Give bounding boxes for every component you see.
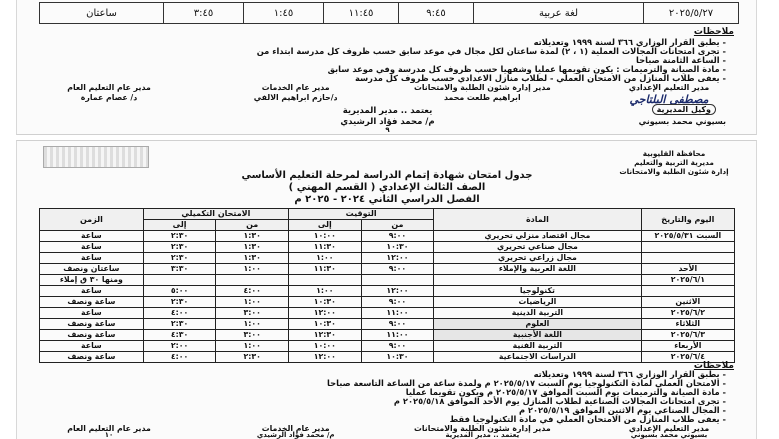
cell-day: الأربعاء xyxy=(641,341,734,352)
note-item: - مادة الصيانة والترميمات يوم السبت الموافق ٢٠٢٥/٥/١٧ م ويكون تقويما عمليا xyxy=(406,388,726,396)
col-duration: الزمن xyxy=(40,209,144,231)
cell-supp-to: ٢:٣٠ xyxy=(143,297,216,308)
supp-from-cell: ١:٤٥ xyxy=(243,3,323,23)
cell-subject: اللغة الأجنبية xyxy=(434,330,641,341)
cell-day: ٢٠٢٥/٦/٢ xyxy=(641,308,734,319)
signature-role: مدير عام التعليم العام xyxy=(67,83,151,92)
note-item: - تجرى امتحانات المجالات العملية (١ ، ٢) لمدة ساعتان لكل مجال في موعد سابق حسب ظروف كل مدرسة ابتداء من xyxy=(257,47,726,55)
cell-duration: ساعة ونصف xyxy=(40,352,144,363)
department-label: إدارة شئون الطلبة والامتحانات xyxy=(619,167,729,176)
table-row xyxy=(40,275,735,286)
cell-supp-from: ١:٠٠ xyxy=(216,341,289,352)
signature-role: مدير التعليم الإعدادي xyxy=(628,83,710,92)
page-number: ٩ xyxy=(385,126,390,134)
cell-to: ١٢:٠٠ xyxy=(288,308,361,319)
approved-line: يعتمد .. مدير المديرية xyxy=(342,106,433,116)
cell-supp-from: ١:٠٠ xyxy=(216,297,289,308)
cell-subject: التربية الفنية xyxy=(434,341,641,352)
cell-duration: ساعة ونصف xyxy=(40,297,144,308)
table-row xyxy=(40,286,735,297)
table-row xyxy=(40,330,735,341)
approved-line: يعتمد .. مدير المديرية xyxy=(445,431,520,439)
cell-supp-to: ٤:٣٠ xyxy=(143,330,216,341)
cell-subject: العلوم xyxy=(434,319,641,330)
directorate-label: مديرية التربية والتعليم xyxy=(634,158,714,167)
cell-to: ١٠:٣٠ xyxy=(288,319,361,330)
signature-role: مدير عام الخدمات xyxy=(261,424,330,433)
cell-subject: تكنولوجيا xyxy=(434,286,641,297)
director-name: م/ محمد فؤاد الرشيدي xyxy=(256,431,335,439)
cell-duration: ساعة xyxy=(40,231,144,242)
cell-duration: ساعة ونصف xyxy=(40,319,144,330)
table-row xyxy=(40,264,735,275)
cell-to: ١:٠٠ xyxy=(288,286,361,297)
cell-supp-to: ٢:٣٠ xyxy=(143,319,216,330)
cell-day xyxy=(641,253,734,264)
exam-from-cell: ٩:٤٥ xyxy=(398,3,473,23)
cell-from: ١١:٠٠ xyxy=(361,308,434,319)
cell-to: ١:٠٠ xyxy=(288,253,361,264)
deputy-name: بسيوني محمد بسيوني xyxy=(638,117,726,126)
table-row xyxy=(40,231,735,242)
signature-role: مدير إدارة شئون الطلبة والامتحانات xyxy=(414,83,551,92)
col-day: اليوم والتاريخ xyxy=(641,209,734,231)
cell-day: الثلاثاء xyxy=(641,319,734,330)
cell-duration: ساعة xyxy=(40,242,144,253)
note-item: - الساعة الثامنة صباحا xyxy=(636,56,726,64)
cell-from: ٩:٠٠ xyxy=(361,341,434,352)
note-item: - الامتحان العملي لمادة التكنولوجيا يوم السبت ٢٠٢٥/٥/١٧ م ولمدة ساعة من الساعة التاسعة صباحا xyxy=(327,379,726,387)
table-row xyxy=(40,242,735,253)
cell-subject: مجال اقتصاد منزلي تحريري xyxy=(434,231,641,242)
signature-roles xyxy=(39,83,739,92)
cell-subject: الدراسات الاجتماعية xyxy=(434,352,641,363)
cell-supp-from: ٤:٠٠ xyxy=(216,286,289,297)
note-item: - يطبق القرار الوزاري ٣٦٦ لسنة ١٩٩٩ وتعديلاته xyxy=(534,38,726,46)
cell-from: ١٢:٠٠ xyxy=(361,286,434,297)
table-row xyxy=(40,308,735,319)
cell-day: ٢٠٢٥/٦/٤ xyxy=(641,352,734,363)
cell-to: ١٢:٠٠ xyxy=(288,352,361,363)
cell-from: ٩:٠٠ xyxy=(361,297,434,308)
exam-subject-cell: لغة عربية xyxy=(473,3,643,23)
cell-supp-to: ٤:٠٠ xyxy=(143,352,216,363)
cell-from: ٩:٠٠ xyxy=(361,319,434,330)
governorate-label: محافظة القليوبية xyxy=(642,149,706,158)
cell-supp-from xyxy=(216,275,289,286)
cell-day: ٢٠٢٥/٦/١ xyxy=(641,275,734,286)
cell-supp-to: ٢:٠٠ xyxy=(143,341,216,352)
cell-supp-from: ١:٣٠ xyxy=(216,231,289,242)
doc-subtitle: الصف الثالث الإعدادي ( القسم المهني ) xyxy=(288,182,486,193)
page-number: ١٠ xyxy=(104,431,114,439)
col-subject: المادة xyxy=(434,209,641,231)
cell-day xyxy=(641,286,734,297)
signature-role: مدير التعليم الإعدادي xyxy=(628,424,710,433)
cell-subject: مجال زراعي تحريري xyxy=(434,253,641,264)
supp-to-cell: ٣:٤٥ xyxy=(163,3,243,23)
cell-day: الأحد xyxy=(641,264,734,275)
exam-schedule-table xyxy=(39,208,735,363)
cell-from: ١١:٠٠ xyxy=(361,330,434,341)
cell-supp-to xyxy=(143,275,216,286)
table-row xyxy=(40,319,735,330)
cell-subject: الرياضيات xyxy=(434,297,641,308)
cell-to: ١٠:٠٠ xyxy=(288,341,361,352)
cell-day: الاثنين xyxy=(641,297,734,308)
col-supp-to: إلى xyxy=(143,220,216,231)
cell-day xyxy=(641,242,734,253)
cell-from: ١٠:٣٠ xyxy=(361,242,434,253)
cell-supp-to: ٢:٣٠ xyxy=(143,231,216,242)
cell-to: ١٠:٠٠ xyxy=(288,231,361,242)
cell-duration: ساعة xyxy=(40,341,144,352)
schedule-body xyxy=(40,231,735,363)
cell-subject: اللغة العربية والإملاء xyxy=(434,264,641,275)
signature-name: مصطفى البلتاجي xyxy=(629,93,709,106)
signature-name: د/ عصام عمارة xyxy=(80,93,138,102)
notes-title: ملاحظات xyxy=(693,361,734,371)
cell-day: السبت ٢٠٢٥/٥/٣١ xyxy=(641,231,734,242)
cell-from: ١٠:٣٠ xyxy=(361,352,434,363)
table-row xyxy=(40,341,735,352)
ministry-logo xyxy=(43,146,149,168)
signature-role: مدير عام الخدمات xyxy=(261,83,330,92)
signature-names xyxy=(39,93,739,106)
exam-date-cell: ٢٠٢٥/٥/٢٧ xyxy=(643,3,738,23)
cell-subject: التربية الدينية xyxy=(434,308,641,319)
cell-duration: ساعة xyxy=(40,253,144,264)
cell-from: ١٢:٠٠ xyxy=(361,253,434,264)
cell-duration: ساعتان ونصف xyxy=(40,264,144,275)
cell-supp-from: ٣:٠٠ xyxy=(216,308,289,319)
col-supplementary: الامتحان التكميلي xyxy=(143,209,288,220)
cell-subject xyxy=(434,275,641,286)
note-item: - مادة الصيانة والترميمات : يكون تقويمها عمليا وشفهيا حسب ظروف كل مدرسة وفي موعد سابق xyxy=(328,65,726,73)
cell-supp-from: ١:٠٠ xyxy=(216,319,289,330)
cell-supp-from: ١:٠٠ xyxy=(216,264,289,275)
col-from: من xyxy=(361,220,434,231)
duration-cell: ساعتان xyxy=(86,7,117,19)
cell-to: ١١:٣٠ xyxy=(288,264,361,275)
deputy-stamp: وكيل المديرية xyxy=(652,104,716,115)
note-item: - المجال الصناعي يوم الاثنين الموافق ٢٠٢٥/٥/١٩ م xyxy=(519,406,726,414)
deputy-name: بسيوني محمد بسيوني xyxy=(630,431,708,439)
doc-term: الفصل الدراسي الثاني ٢٠٢٤ - ٢٠٢٥ م xyxy=(294,194,480,205)
cell-day: ٢٠٢٥/٦/٣ xyxy=(641,330,734,341)
cell-from xyxy=(361,275,434,286)
table-row xyxy=(40,253,735,264)
cell-duration: ساعة xyxy=(40,286,144,297)
notes-title: ملاحظات xyxy=(693,27,734,37)
cell-from: ٩:٠٠ xyxy=(361,231,434,242)
signature-names xyxy=(39,431,739,439)
page-9-fragment xyxy=(16,0,757,135)
exam-row-table xyxy=(39,2,739,24)
table-row xyxy=(40,297,735,308)
cell-supp-to: ٣:٣٠ xyxy=(143,264,216,275)
cell-supp-from: ١:٣٠ xyxy=(216,242,289,253)
cell-supp-from: ٢:٣٠ xyxy=(216,352,289,363)
cell-to: ١٢:٣٠ xyxy=(288,330,361,341)
cell-to: ١١:٣٠ xyxy=(288,242,361,253)
note-item: - يطبق القرار الوزاري ٣٦٦ لسنة ١٩٩٩ وتعديلاته xyxy=(534,370,726,378)
signature-role: مدير إدارة شئون الطلبة والامتحانات xyxy=(414,424,551,433)
cell-to xyxy=(288,275,361,286)
cell-duration: ساعة ونصف xyxy=(40,330,144,341)
cell-supp-to: ٤:٠٠ xyxy=(143,308,216,319)
note-item: - تجرى امتحانات المجالات الصناعية لطلاب المنازل يوم الأحد الموافق ٢٠٢٥/٥/١٨ م xyxy=(394,397,726,405)
cell-supp-from: ٣:٠٠ xyxy=(216,330,289,341)
signature-name: ابراهيم طلعت محمد xyxy=(444,93,521,102)
cell-supp-to: ٢:٣٠ xyxy=(143,253,216,264)
director-name: م/ محمد فؤاد الرشيدي xyxy=(340,117,435,127)
note-item: - يعفى طلاب المنازل من الامتحان العملي - لطلاب منازل الاعدادي حسب ظروف كل مدرسة xyxy=(355,74,726,82)
col-timing: التوقيت xyxy=(288,209,433,220)
ministry-header xyxy=(614,149,734,176)
exam-to-cell: ١١:٤٥ xyxy=(323,3,398,23)
cell-to: ١٠:٣٠ xyxy=(288,297,361,308)
doc-title: جدول امتحان شهادة إتمام الدراسة لمرحلة التعليم الأساسي xyxy=(241,170,533,181)
cell-supp-to: ٢:٣٠ xyxy=(143,242,216,253)
cell-from: ٩:٠٠ xyxy=(361,264,434,275)
table-row xyxy=(40,352,735,363)
cell-supp-to: ٥:٠٠ xyxy=(143,286,216,297)
signature-role: مدير عام التعليم العام xyxy=(67,424,151,433)
page-10 xyxy=(16,140,757,439)
cell-duration: ساعة xyxy=(40,308,144,319)
signature-name: د/حازم ابراهيم الالفي xyxy=(253,93,338,102)
col-supp-from: من xyxy=(216,220,289,231)
cell-supp-from: ١:٣٠ xyxy=(216,253,289,264)
cell-subject: مجال صناعي تحريري xyxy=(434,242,641,253)
note-item: - يعفى طلاب المنازل من الامتحان العملي في مادة التكنولوجيا فقط xyxy=(450,415,726,423)
col-to: إلى xyxy=(288,220,361,231)
cell-duration: ومنها ٣٠ ق إملاء xyxy=(40,275,144,286)
